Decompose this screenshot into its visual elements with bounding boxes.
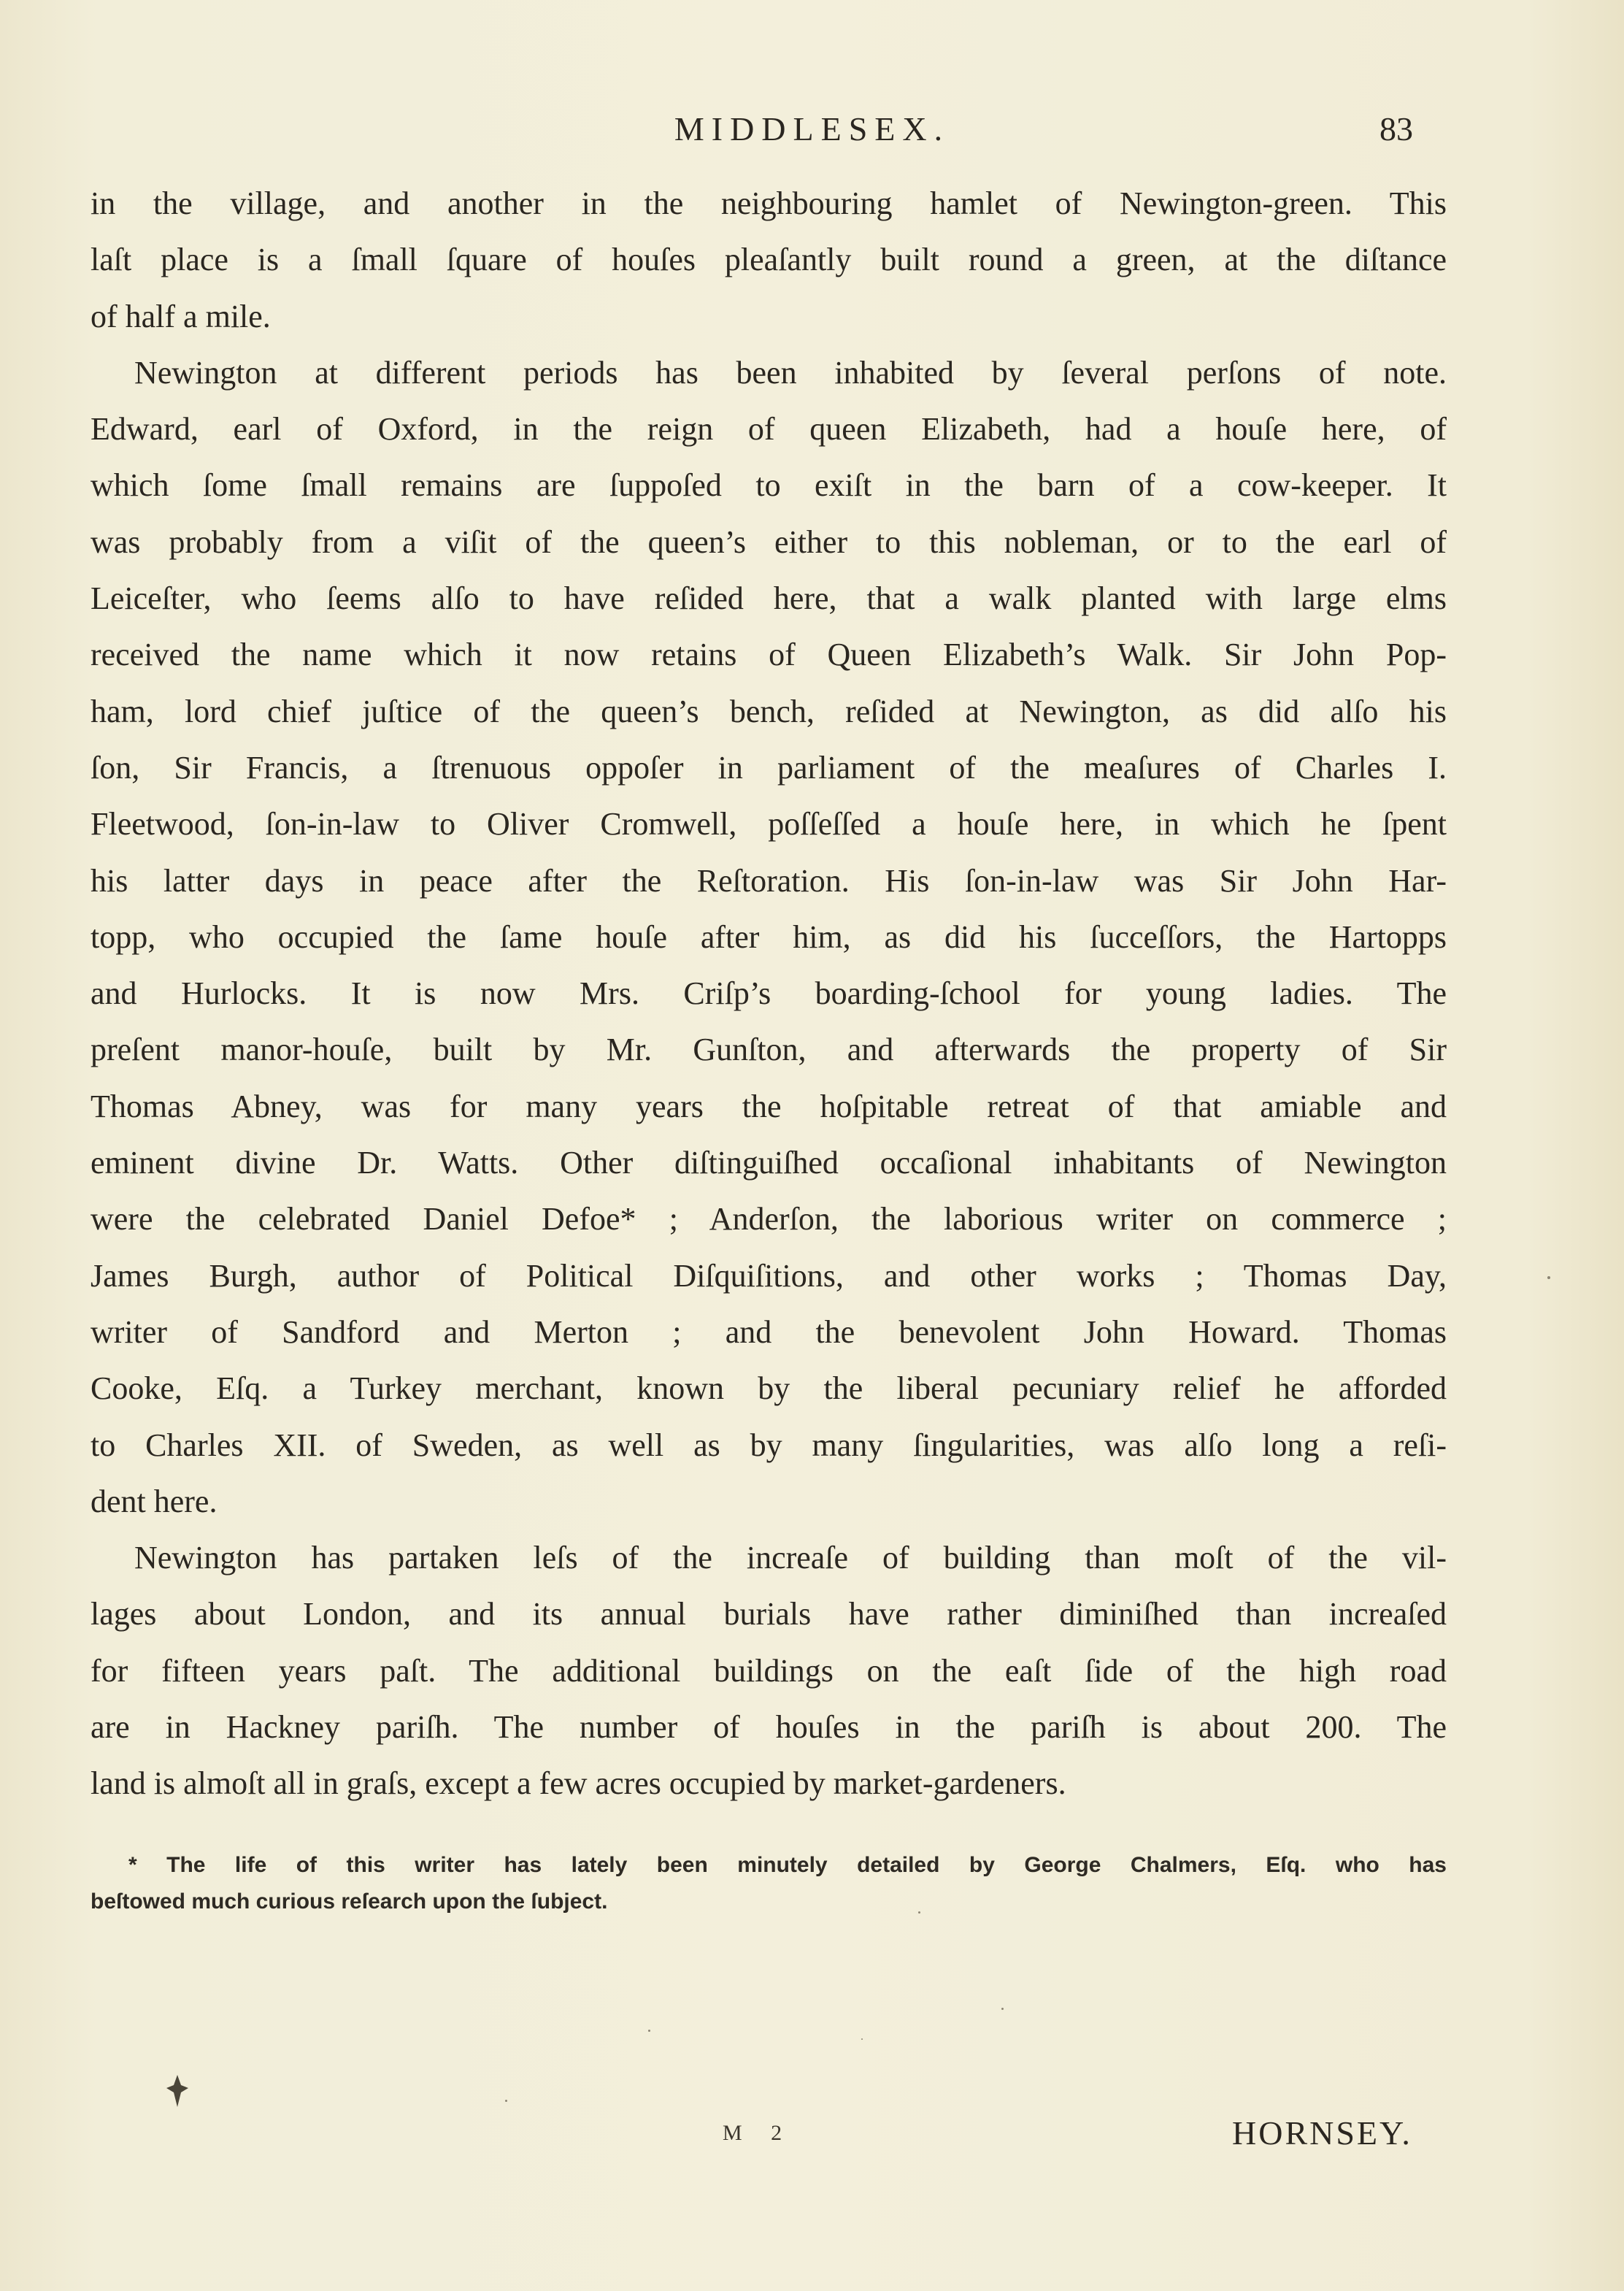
text-line: to Charles XII. of Sweden, as well as by many ſingularities, was alſo long a reſi- — [91, 1427, 1447, 1463]
text-line: eminent divine Dr. Watts. Other diſtinguiſhed occaſional inhabitants of Newington — [91, 1145, 1447, 1181]
paper-speck — [861, 2038, 863, 2040]
text-line: ham, lord chief juſtice of the queen’s bench, reſided at Newington, as did alſo his — [91, 693, 1447, 729]
running-head — [0, 110, 1624, 161]
footnote — [91, 1847, 1447, 1920]
text-line: ſon, Sir Francis, a ſtrenuous oppoſer in parliament of the meaſures of Charles I. — [91, 749, 1447, 786]
text-line: Thomas Abney, was for many years the hoſpitable retreat of that amiable and — [91, 1088, 1447, 1124]
text-line: dent here. — [91, 1483, 218, 1519]
body-text — [91, 175, 1447, 1812]
text-line: laſt place is a ſmall ſquare of houſes pleaſantly built round a green, at the diſtance — [91, 242, 1447, 278]
catchword: HORNSEY. — [1232, 2114, 1412, 2152]
text-line: and Hurlocks. It is now Mrs. Criſp’s boarding-ſchool for young ladies. The — [91, 975, 1447, 1012]
text-line: lages about London, and its annual burials have rather diminiſhed than increaſed — [91, 1596, 1447, 1632]
paper-speck — [918, 1911, 920, 1914]
text-line: which ſome ſmall remains are ſuppoſed to exiſt in the barn of a cow-keeper. It — [91, 467, 1447, 504]
catchline — [0, 2114, 1624, 2165]
text-line: received the name which it now retains of Queen Elizabeth’s Walk. Sir John Pop- — [91, 637, 1447, 673]
paper-speck — [1001, 2008, 1004, 2010]
footnote-line: * The life of this writer has lately been minutely detailed by George Chalmers, Eſq. who has — [128, 1853, 1447, 1877]
text-line: topp, who occupied the ſame houſe after him, as did his ſucceſſors, the Hartopps — [91, 918, 1447, 955]
text-line: for fifteen years paſt. The additional buildings on the eaſt ſide of the high road — [91, 1652, 1447, 1689]
paper-speck — [505, 2100, 507, 2102]
running-title: MIDDLESEX. — [674, 110, 950, 147]
text-line: James Burgh, author of Political Diſquiſitions, and other works ; Thomas Day, — [91, 1257, 1447, 1294]
text-line: Edward, earl of Oxford, in the reign of queen Elizabeth, had a houſe here, of — [91, 411, 1447, 448]
text-line: are in Hackney pariſh. The number of houſes in the pariſh is about 200. The — [91, 1709, 1447, 1746]
paper-speck — [648, 2030, 650, 2032]
printer-ornament-icon — [165, 2073, 190, 2108]
page-number: 83 — [1379, 110, 1413, 147]
text-line: his latter days in peace after the Reſtoration. His ſon-in-law was Sir John Har- — [91, 862, 1447, 899]
text-line: Leiceſter, who ſeems alſo to have reſided here, that a walk planted with large elms — [91, 580, 1447, 617]
text-line: writer of Sandford and Merton ; and the benevolent John Howard. Thomas — [91, 1313, 1447, 1350]
text-line: Newington at different periods has been inhabited by ſeveral perſons of note. — [134, 354, 1447, 391]
text-line: in the village, and another in the neighbouring hamlet of Newington-green. This — [91, 185, 1447, 221]
text-line: land is almoſt all in graſs, except a few acres occupied by market-gardeners. — [91, 1765, 1066, 1802]
text-line: of half a mile. — [91, 298, 271, 334]
text-line: Fleetwood, ſon-in-law to Oliver Cromwell, poſſeſſed a houſe here, in which he ſpent — [91, 806, 1447, 843]
paper-speck — [1547, 1276, 1550, 1279]
signature-mark: M 2 — [723, 2121, 794, 2145]
footnote-line: beſtowed much curious reſearch upon the ſubject. — [91, 1889, 608, 1914]
text-line: were the celebrated Daniel Defoe* ; Anderſon, the laborious writer on commerce ; — [91, 1201, 1447, 1237]
text-line: was probably from a viſit of the queen’s either to this nobleman, or to the earl of — [91, 523, 1447, 560]
text-line: Newington has partaken leſs of the increaſe of building than moſt of the vil- — [134, 1540, 1447, 1576]
text-line: preſent manor-houſe, built by Mr. Gunſton, and afterwards the property of Sir — [91, 1032, 1447, 1068]
text-line: Cooke, Eſq. a Turkey merchant, known by the liberal pecuniary relief he afforded — [91, 1370, 1447, 1407]
